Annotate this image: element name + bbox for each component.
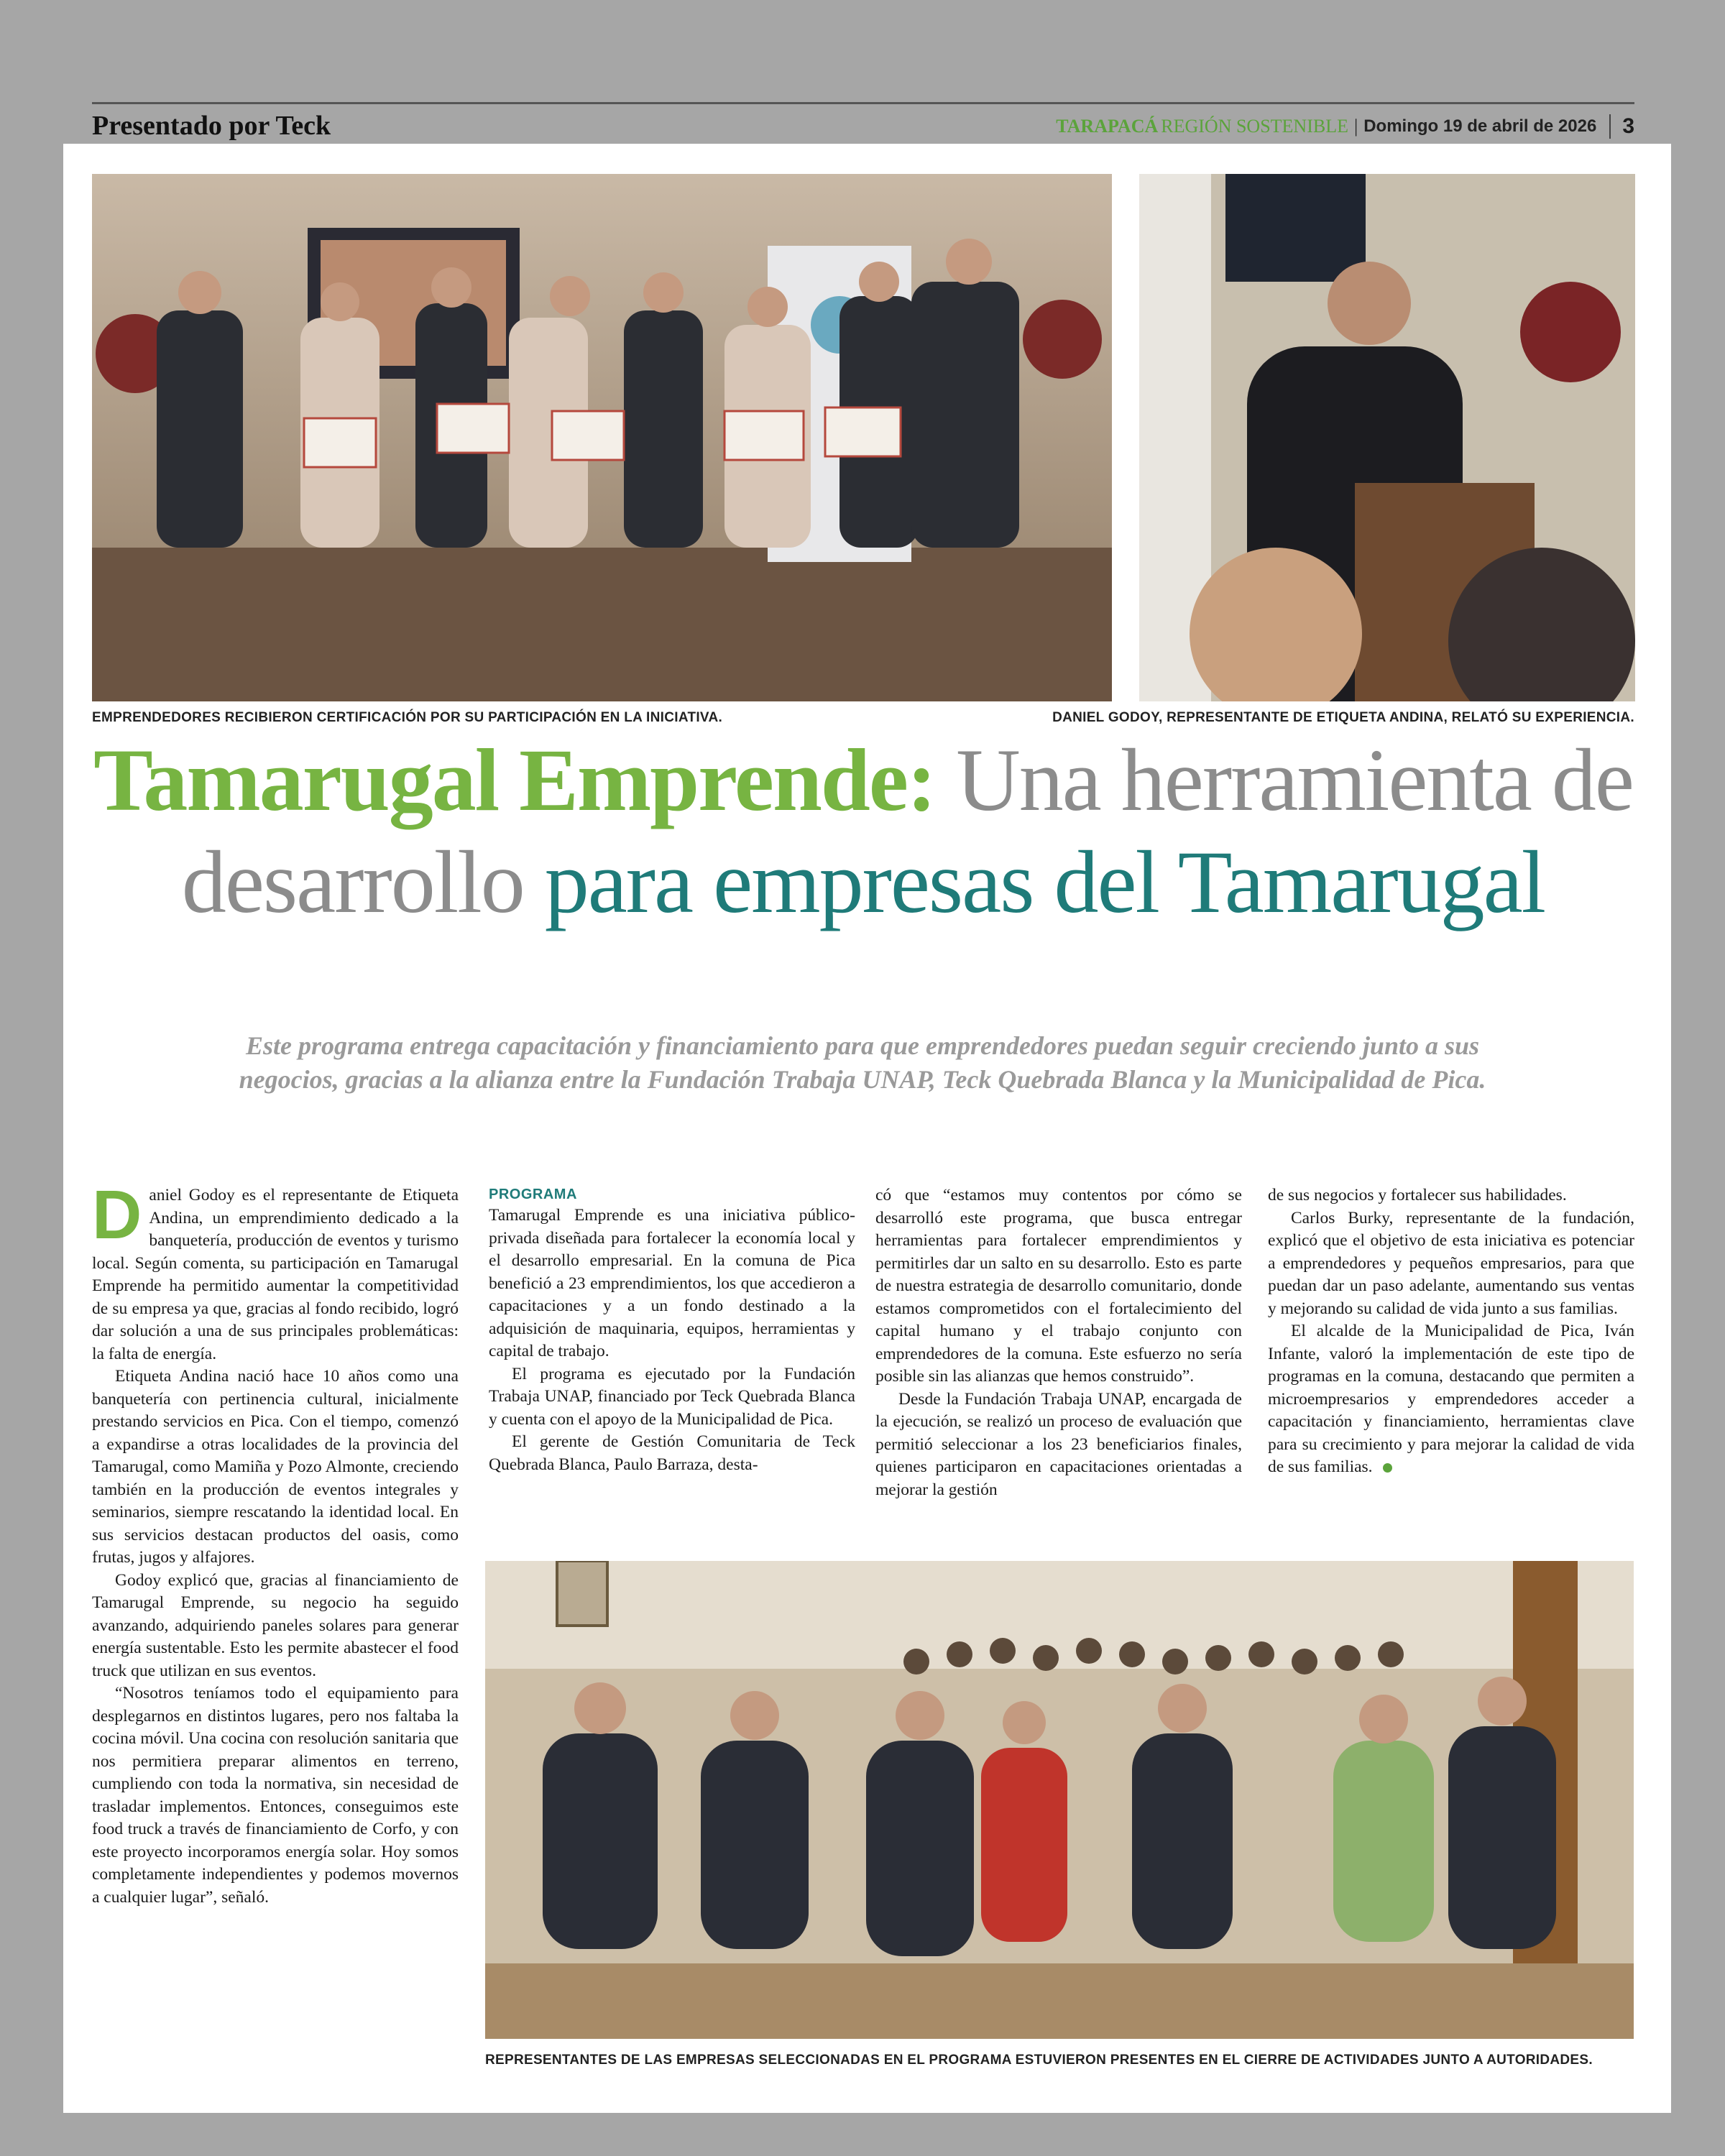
caption-speaker: DANIEL GODOY, REPRESENTANTE DE ETIQUETA ANDINA, RELATÓ SU EXPERIENCIA. — [1052, 710, 1634, 725]
caption-audience: REPRESENTANTES DE LAS EMPRESAS SELECCIONADAS EN EL PROGRAMA ESTUVIERON PRESENTES EN EL CIERRE DE ACTIVIDADES JUNTO A AUTORIDADES. — [485, 2053, 1593, 2068]
drop-cap: D — [92, 1176, 142, 1253]
photo-speaker-image — [1139, 174, 1635, 701]
article-column-3 — [875, 1184, 1242, 1501]
headline — [92, 729, 1634, 934]
presented-by: Presentado por Teck — [92, 111, 331, 141]
article-column-4 — [1268, 1184, 1634, 1479]
photo-certificates — [92, 174, 1112, 701]
header-right — [1056, 114, 1634, 139]
issue-date: Domingo 19 de abril de 2026 — [1363, 116, 1597, 136]
headline-part-2: Una herramienta de desarrollo — [181, 731, 1633, 931]
col2-paragraph-2: El programa es ejecutado por la Fundación Trabaja UNAP, financiado por Teck Quebrada Blanca y cuenta con el apoyo de la Municipalidad de Pica. — [489, 1364, 855, 1429]
header-separator: | — [1353, 116, 1358, 137]
col1-paragraph-3: Godoy explicó que, gracias al financiamiento de Tamarugal Emprende, su negocio ha seguido avanzando, adquiriendo paneles solares para generar energía sustentable. Esto les permite abastecer el food truck que utilizan en sus eventos. — [92, 1570, 459, 1680]
headline-part-3: para empresas del Tamarugal — [544, 833, 1545, 931]
col2-paragraph-3: El gerente de Gestión Comunitaria de Teck Quebrada Blanca, Paulo Barraza, desta- — [489, 1432, 855, 1474]
deck: Este programa entrega capacitación y financiamiento para que emprendedores puedan seguir creciendo junto a sus negocios, gracias a la alianza entre la Fundación Trabaja UNAP, Teck Quebrada Blanca y la Municipalidad de Pica. — [239, 1031, 1486, 1094]
end-mark-icon — [1383, 1463, 1392, 1473]
page-header — [92, 102, 1634, 149]
col3-paragraph-1: có que “estamos muy contentos por cómo se desarrolló este programa, que busca entregar herramientas para fortalecer emprendimientos y permitirles dar un salto en su desarrollo. Esto es parte de nuestra estrategia de desarrollo comunitario, donde estamos comprometidos con el fortalecimiento del capital humano y el trabajo conjunto con emprendedores de la comuna. Este esfuerzo no sería posible sin las alianzas que hemos construido”. — [875, 1186, 1242, 1386]
article-column-2 — [489, 1184, 855, 1476]
photo-audience — [485, 1561, 1634, 2039]
brand-secondary: REGIÓN SOSTENIBLE — [1161, 116, 1348, 137]
col1-paragraph-2: Etiqueta Andina nació hace 10 años como una banquetería con pertinencia cultural, inicialmente prestando servicios en Pica. Con el tiempo, comenzó a expandirse a otras localidades de la provincia del Tamarugal, como Mamiña y Pozo Almonte, creciendo también en la producción de eventos integrales y seminarios, siempre rescatando la identidad local. En sus servicios destacan productos del oasis, como frutas, jugos y alfajores. — [92, 1367, 459, 1567]
article-column-1 — [92, 1176, 459, 2083]
page-number: 3 — [1609, 114, 1634, 139]
brand-primary: TARAPACÁ — [1056, 116, 1159, 137]
headline-part-1: Tamarugal Emprende: — [93, 731, 936, 829]
col1-paragraph-1: aniel Godoy es el representante de Etiqueta Andina, un emprendimiento dedicado a la banquetería, producción de eventos y turismo local. Según comenta, su participación en Tamarugal Emprende ha permitido aumentar la competitividad de su empresa ya que, gracias al fondo recibido, logró dar solución a una de sus principales problemáticas: la falta de energía. — [92, 1186, 459, 1363]
photo-audience-image — [485, 1561, 1634, 2039]
col2-paragraph-1: Tamarugal Emprende es una iniciativa público-privada diseñada para fortalecer la economía local y el desarrollo empresarial. En la comuna de Pica benefició a 23 emprendimientos, los que accedieron a capacitaciones y a un fondo destinado a la adquisición de maquinaria, equipos, herramientas y capital de trabajo. — [489, 1206, 855, 1360]
photo-certificates-image — [92, 174, 1112, 701]
col3-paragraph-2: Desde la Fundación Trabaja UNAP, encargada de la ejecución, se realizó un proceso de evaluación que permitió seleccionar a los 23 beneficiarios finales, quienes participaron en capacitaciones orientadas a mejorar la gestión — [875, 1389, 1242, 1499]
section-subhead: PROGRAMA — [489, 1187, 577, 1202]
col4-paragraph-1: de sus negocios y fortalecer sus habilidades. — [1268, 1186, 1567, 1204]
col4-paragraph-2: Carlos Burky, representante de la fundación, explicó que el objetivo de esta iniciativa es potenciar a emprendedores y pequeños empresarios, para que puedan dar un paso adelante, aumentando sus ventas y mejorando su calidad de vida junto a sus familias. — [1268, 1208, 1634, 1318]
caption-certificates: EMPRENDEDORES RECIBIERON CERTIFICACIÓN POR SU PARTICIPACIÓN EN LA INICIATIVA. — [92, 710, 723, 725]
photo-speaker — [1139, 174, 1635, 701]
col4-paragraph-3: El alcalde de la Municipalidad de Pica, Iván Infante, valoró la implementación de este tipo de programas en la comuna, destacando que permiten a microempresarios y emprendedores acceder a capacitación y financiamiento, herramientas clave para su crecimiento y para mejorar la calidad de vida de sus familias. — [1268, 1322, 1634, 1476]
col1-paragraph-4: “Nosotros teníamos todo el equipamiento para desplegarnos en distintos lugares, pero nos faltaba la cocina móvil. Una cocina con resolución sanitaria que nos permitiera preparar alimentos en terreno, cumpliendo con toda la normativa, sin necesidad de trasladar implementos. Entonces, conseguimos este food truck a través de financiamiento de Corfo, y con este proyecto incorporamos energía solar. Hoy somos completamente independientes y podemos movernos a cualquier lugar”, señaló. — [92, 1684, 459, 1907]
